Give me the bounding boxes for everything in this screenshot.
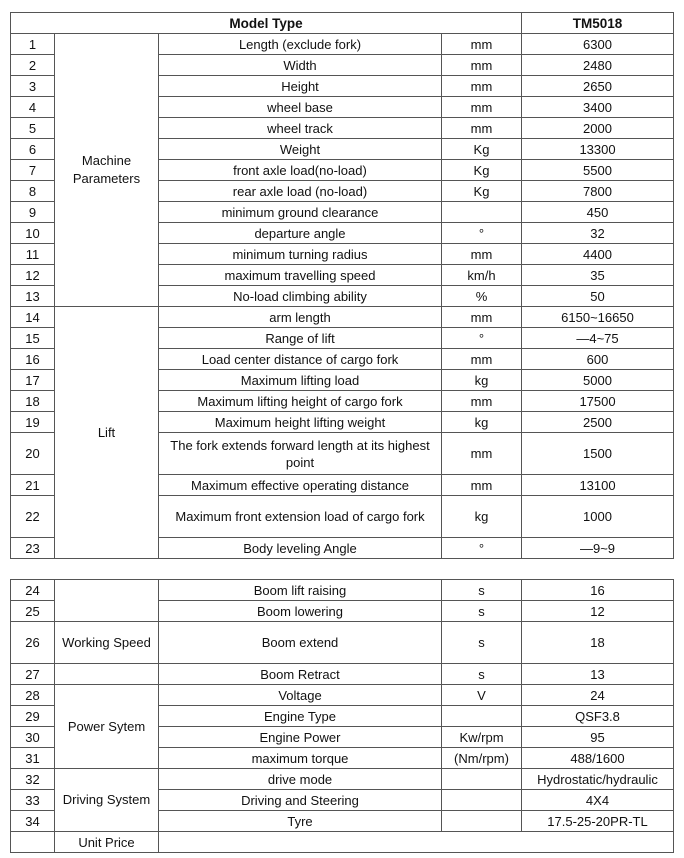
item-name: Boom lowering bbox=[159, 601, 442, 622]
item-value: 17.5-25-20PR-TL bbox=[522, 811, 674, 832]
row-number: 18 bbox=[11, 391, 55, 412]
item-unit: mm bbox=[442, 244, 522, 265]
row-number: 7 bbox=[11, 160, 55, 181]
item-name: maximum torque bbox=[159, 748, 442, 769]
row-number: 21 bbox=[11, 475, 55, 496]
item-value: 12 bbox=[522, 601, 674, 622]
item-unit: mm bbox=[442, 118, 522, 139]
row-number: 34 bbox=[11, 811, 55, 832]
header-row bbox=[11, 13, 674, 34]
item-value: 18 bbox=[522, 622, 674, 664]
row-number: 14 bbox=[11, 307, 55, 328]
item-name: maximum travelling speed bbox=[159, 265, 442, 286]
row-number: 19 bbox=[11, 412, 55, 433]
table-row bbox=[11, 307, 674, 328]
item-value: 5500 bbox=[522, 160, 674, 181]
item-name: Boom Retract bbox=[159, 664, 442, 685]
group-working-speed: Working Speed bbox=[55, 622, 159, 664]
item-unit bbox=[442, 706, 522, 727]
item-unit bbox=[442, 811, 522, 832]
item-value: 5000 bbox=[522, 370, 674, 391]
group-machine-parameters: Machine Parameters bbox=[55, 34, 159, 307]
item-name: wheel base bbox=[159, 97, 442, 118]
table-row bbox=[11, 622, 674, 664]
item-unit: mm bbox=[442, 433, 522, 475]
row-number: 15 bbox=[11, 328, 55, 349]
item-unit: mm bbox=[442, 97, 522, 118]
row-number: 2 bbox=[11, 55, 55, 76]
item-unit: kg bbox=[442, 370, 522, 391]
item-name: Body leveling Angle bbox=[159, 538, 442, 559]
row-number: 27 bbox=[11, 664, 55, 685]
item-unit: mm bbox=[442, 76, 522, 97]
item-value: 13300 bbox=[522, 139, 674, 160]
row-number: 5 bbox=[11, 118, 55, 139]
item-name: Voltage bbox=[159, 685, 442, 706]
item-value: 1000 bbox=[522, 496, 674, 538]
row-number: 30 bbox=[11, 727, 55, 748]
table-row bbox=[11, 34, 674, 55]
row-number: 31 bbox=[11, 748, 55, 769]
item-unit: kg bbox=[442, 412, 522, 433]
item-unit: Kg bbox=[442, 181, 522, 202]
item-unit: s bbox=[442, 664, 522, 685]
table-row bbox=[11, 664, 674, 685]
item-value: 2650 bbox=[522, 76, 674, 97]
group-empty-24 bbox=[55, 580, 159, 622]
item-unit: mm bbox=[442, 307, 522, 328]
item-value: 13 bbox=[522, 664, 674, 685]
item-unit: s bbox=[442, 601, 522, 622]
item-value: 2500 bbox=[522, 412, 674, 433]
item-name: Width bbox=[159, 55, 442, 76]
item-name: Engine Power bbox=[159, 727, 442, 748]
spec-table-main bbox=[10, 12, 674, 559]
spec-table-secondary bbox=[10, 579, 674, 853]
item-value: —4~75 bbox=[522, 328, 674, 349]
row-number: 29 bbox=[11, 706, 55, 727]
item-unit: s bbox=[442, 580, 522, 601]
item-unit: % bbox=[442, 286, 522, 307]
row-number: 32 bbox=[11, 769, 55, 790]
item-unit: Kw/rpm bbox=[442, 727, 522, 748]
table-row bbox=[11, 685, 674, 706]
model-name: TM5018 bbox=[522, 13, 674, 34]
item-value: 35 bbox=[522, 265, 674, 286]
row-number: 8 bbox=[11, 181, 55, 202]
item-value: 2480 bbox=[522, 55, 674, 76]
row-number: 26 bbox=[11, 622, 55, 664]
item-name: front axle load(no-load) bbox=[159, 160, 442, 181]
row-number: 4 bbox=[11, 97, 55, 118]
group-driving-system: Driving System bbox=[55, 769, 159, 832]
row-number: 25 bbox=[11, 601, 55, 622]
item-unit: mm bbox=[442, 55, 522, 76]
item-unit: ° bbox=[442, 538, 522, 559]
table-row bbox=[11, 769, 674, 790]
item-unit: kg bbox=[442, 496, 522, 538]
row-number: 24 bbox=[11, 580, 55, 601]
group-lift: Lift bbox=[55, 307, 159, 559]
item-unit: ° bbox=[442, 223, 522, 244]
item-name: drive mode bbox=[159, 769, 442, 790]
item-unit: V bbox=[442, 685, 522, 706]
unit-price-label: Unit Price bbox=[55, 832, 159, 853]
row-number: 6 bbox=[11, 139, 55, 160]
item-value: QSF3.8 bbox=[522, 706, 674, 727]
item-name: Maximum lifting height of cargo fork bbox=[159, 391, 442, 412]
item-name: rear axle load (no-load) bbox=[159, 181, 442, 202]
row-number: 13 bbox=[11, 286, 55, 307]
item-value: 32 bbox=[522, 223, 674, 244]
item-name: Driving and Steering bbox=[159, 790, 442, 811]
item-unit bbox=[442, 769, 522, 790]
unit-price-row bbox=[11, 832, 674, 853]
item-value: 4X4 bbox=[522, 790, 674, 811]
item-name: No-load climbing ability bbox=[159, 286, 442, 307]
group-empty-27 bbox=[55, 664, 159, 685]
item-value: 17500 bbox=[522, 391, 674, 412]
row-number: 16 bbox=[11, 349, 55, 370]
item-name: departure angle bbox=[159, 223, 442, 244]
row-number: 22 bbox=[11, 496, 55, 538]
item-value: 13100 bbox=[522, 475, 674, 496]
row-number: 33 bbox=[11, 790, 55, 811]
item-name: Load center distance of cargo fork bbox=[159, 349, 442, 370]
item-value: 6300 bbox=[522, 34, 674, 55]
item-value: 24 bbox=[522, 685, 674, 706]
item-name: arm length bbox=[159, 307, 442, 328]
item-unit bbox=[442, 790, 522, 811]
row-number: 17 bbox=[11, 370, 55, 391]
item-value: 3400 bbox=[522, 97, 674, 118]
item-value: Hydrostatic/hydraulic bbox=[522, 769, 674, 790]
item-name: Weight bbox=[159, 139, 442, 160]
item-name: minimum ground clearance bbox=[159, 202, 442, 223]
item-name: Maximum height lifting weight bbox=[159, 412, 442, 433]
item-name: minimum turning radius bbox=[159, 244, 442, 265]
row-number: 12 bbox=[11, 265, 55, 286]
item-name: Maximum lifting load bbox=[159, 370, 442, 391]
item-unit: ° bbox=[442, 328, 522, 349]
item-unit: mm bbox=[442, 34, 522, 55]
item-unit: mm bbox=[442, 391, 522, 412]
item-value: 450 bbox=[522, 202, 674, 223]
item-value: 16 bbox=[522, 580, 674, 601]
item-name: The fork extends forward length at its highest point bbox=[159, 433, 442, 475]
item-name: Tyre bbox=[159, 811, 442, 832]
model-type-label: Model Type bbox=[11, 13, 522, 34]
row-number: 1 bbox=[11, 34, 55, 55]
item-value: 95 bbox=[522, 727, 674, 748]
item-value: 50 bbox=[522, 286, 674, 307]
row-number: 23 bbox=[11, 538, 55, 559]
item-value: 2000 bbox=[522, 118, 674, 139]
row-number: 9 bbox=[11, 202, 55, 223]
item-name: Boom extend bbox=[159, 622, 442, 664]
item-unit: (Nm/rpm) bbox=[442, 748, 522, 769]
row-number: 11 bbox=[11, 244, 55, 265]
item-value: 6150~16650 bbox=[522, 307, 674, 328]
item-name: Length (exclude fork) bbox=[159, 34, 442, 55]
unit-price-blank bbox=[11, 832, 55, 853]
unit-price-value bbox=[159, 832, 674, 853]
row-number: 3 bbox=[11, 76, 55, 97]
item-unit: mm bbox=[442, 475, 522, 496]
row-number: 10 bbox=[11, 223, 55, 244]
row-number: 20 bbox=[11, 433, 55, 475]
item-unit: km/h bbox=[442, 265, 522, 286]
item-unit: Kg bbox=[442, 139, 522, 160]
item-unit: s bbox=[442, 622, 522, 664]
item-unit: mm bbox=[442, 349, 522, 370]
item-value: 4400 bbox=[522, 244, 674, 265]
item-unit bbox=[442, 202, 522, 223]
item-value: 7800 bbox=[522, 181, 674, 202]
item-unit: Kg bbox=[442, 160, 522, 181]
item-value: —9~9 bbox=[522, 538, 674, 559]
item-value: 1500 bbox=[522, 433, 674, 475]
item-value: 600 bbox=[522, 349, 674, 370]
item-value: 488/1600 bbox=[522, 748, 674, 769]
row-number: 28 bbox=[11, 685, 55, 706]
item-name: wheel track bbox=[159, 118, 442, 139]
item-name: Maximum front extension load of cargo fork bbox=[159, 496, 442, 538]
item-name: Range of lift bbox=[159, 328, 442, 349]
table-row bbox=[11, 580, 674, 601]
item-name: Maximum effective operating distance bbox=[159, 475, 442, 496]
item-name: Boom lift raising bbox=[159, 580, 442, 601]
group-power-system: Power Sytem bbox=[55, 685, 159, 769]
item-name: Engine Type bbox=[159, 706, 442, 727]
item-name: Height bbox=[159, 76, 442, 97]
